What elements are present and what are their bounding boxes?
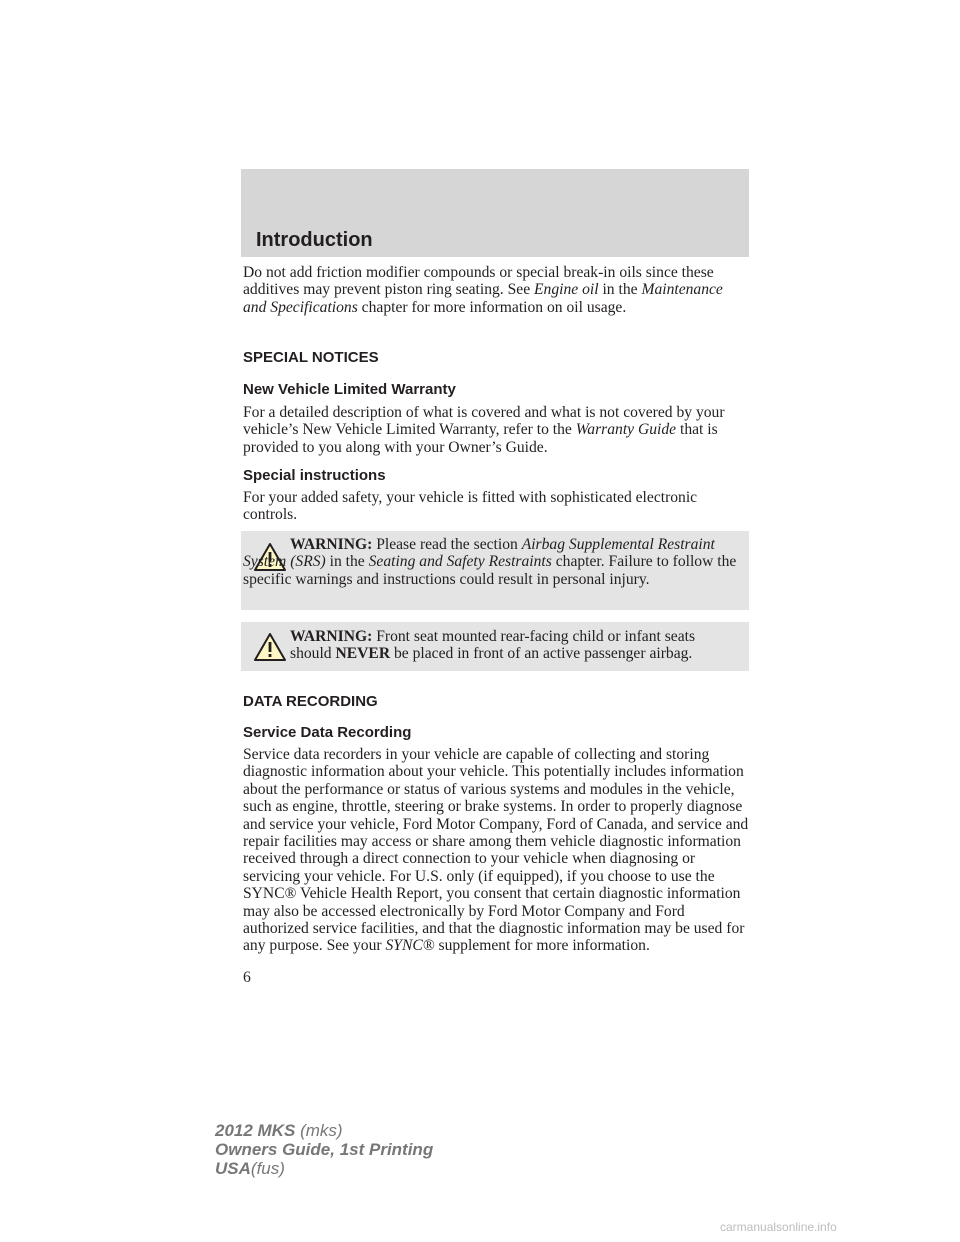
warning-triangle-icon: [253, 632, 287, 662]
warning-box-child-seat: [241, 622, 749, 671]
section-header: [241, 169, 749, 257]
service-data-paragraph: Service data recorders in your vehicle are capable of collecting and storing diagnostic information about your vehicle. This potentially includes information about the performance or status of various systems and modules in the vehicle, such as engine, throttle, steering or brake systems. In order to properly diagnose and service your vehicle, Ford Motor Company, Ford of Canada, and service and repair facilities may access or share among them vehicle diagnostic information received through a direct connection to your vehicle when diagnosing or servicing your vehicle. For U.S. only (if equipped), if you choose to use the SYNC® Vehicle Health Report, you consent that certain diagnostic information may also be accessed electronically by Ford Motor Company and Ford authorized service facilities, and that the diagnostic information may be used for any purpose. See your SYNC® supplement for more information.: [243, 746, 749, 955]
footer-region-code: (fus): [250, 1159, 285, 1178]
never-emphasis: NEVER: [335, 645, 391, 663]
page-number: 6: [243, 969, 251, 986]
service-data-recording-heading: Service Data Recording: [243, 724, 412, 741]
special-notices-heading: SPECIAL NOTICES: [243, 349, 379, 366]
footer-model: 2012 MKS: [215, 1121, 296, 1140]
warning-box-airbag: [241, 531, 749, 610]
warranty-guide-reference: Warranty Guide: [575, 421, 677, 439]
warning-airbag-text: WARNING: Please read the section Airbag Supplemental Restraint System (SRS) in the Seating and Safety Restraints chapter. Failure to follow the specific warnings and instructions could result in personal injury.: [243, 536, 737, 588]
airbag-srs-reference: Airbag Supplemental Restraint System (SRS): [243, 536, 715, 571]
warranty-paragraph: For a detailed description of what is covered and what is not covered by your vehicle’s New Vehicle Limited Warranty, refer to the Warranty Guide that is provided to you along with your Owner’s Guide.: [243, 404, 725, 456]
watermark: carmanualsonline.info: [720, 1220, 837, 1234]
footer-guide: Owners Guide, 1st Printing: [215, 1140, 434, 1159]
footer-region: USA: [215, 1159, 251, 1178]
intro-paragraph: Do not add friction modifier compounds or special break-in oils since these additives may prevent piston ring seating. See Engine oil in the Maintenance and Specifications chapter for more information on oil usage.: [243, 264, 723, 316]
print-footer: [215, 1121, 433, 1178]
data-recording-heading: DATA RECORDING: [243, 693, 378, 710]
engine-oil-reference: Engine oil: [534, 281, 599, 299]
sync-reference: SYNC®: [385, 937, 435, 955]
warranty-heading: New Vehicle Limited Warranty: [243, 381, 456, 398]
special-instructions-heading: Special instructions: [243, 467, 386, 484]
section-title: Introduction: [256, 229, 373, 251]
warning-label: WARNING:: [290, 628, 373, 645]
footer-model-code: (mks): [300, 1121, 343, 1140]
warning-child-seat-text: WARNING: Front seat mounted rear-facing child or infant seats should NEVER be placed in front of an active passenger airbag.: [290, 628, 696, 663]
maintenance-chapter-reference: Maintenance and Specifications: [243, 281, 723, 316]
seating-chapter-reference: Seating and Safety Restraints: [368, 553, 552, 571]
special-instructions-paragraph: For your added safety, your vehicle is fitted with sophisticated electronic controls.: [243, 489, 698, 524]
warning-label: WARNING:: [290, 536, 373, 553]
